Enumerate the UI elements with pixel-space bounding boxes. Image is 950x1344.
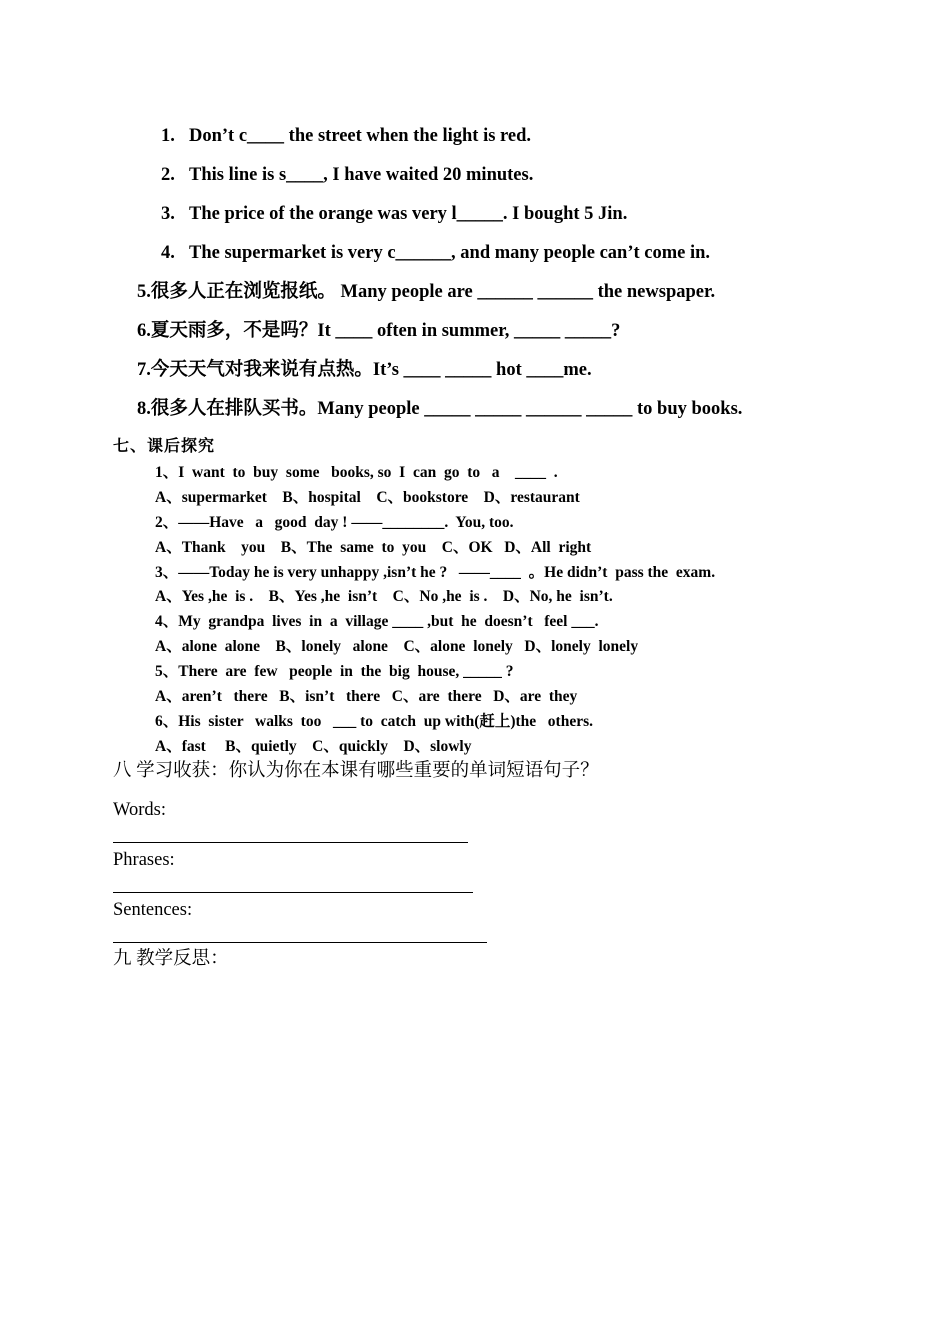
- mc-options-1: A、supermarket B、hospital C、bookstore D、restaurant: [155, 489, 580, 506]
- section8-title: 八 学习收获：你认为你在本课有哪些重要的单词短语句子？: [113, 761, 599, 781]
- section9-title: 九 教学反思：: [113, 949, 229, 969]
- phrases-label: Phrases:: [113, 850, 175, 870]
- words-label: Words:: [113, 800, 166, 820]
- section7-title: 七、课后探究: [113, 438, 216, 455]
- mc-question-6: 6、His sister walks too ___ to catch up with(赶上)the others.: [155, 713, 594, 730]
- fill-item-text: This line is s____, I have waited 20 minutes.: [189, 165, 534, 185]
- fill-item-text: The supermarket is very c______, and many people can’t come in.: [189, 243, 711, 263]
- sentences-label: Sentences:: [113, 900, 193, 920]
- words-answer-line: [113, 842, 468, 843]
- mc-options-2: A、Thank you B、The same to you C、OK D、All right: [155, 539, 592, 556]
- fill-item-3: [161, 205, 627, 224]
- fill-item-number: 2.: [161, 165, 175, 185]
- fill-item-text: Don’t c____ the street when the light is red.: [189, 126, 532, 146]
- fill-item-2: [161, 166, 533, 185]
- phrases-answer-line: [113, 892, 473, 893]
- translation-item-7: 7.今天天气对我来说有点热。It’s ____ _____ hot ____me.: [137, 360, 592, 380]
- mc-options-4: A、alone alone B、lonely alone C、alone lonely D、lonely lonely: [155, 638, 639, 655]
- fill-item-text: The price of the orange was very l_____. I bought 5 Jin.: [189, 204, 628, 224]
- translation-item-8: 8.很多人在排队买书。Many people _____ _____ ______ _____ to buy books.: [137, 399, 743, 419]
- mc-question-5: 5、There are few people in the big house, _____ ?: [155, 663, 514, 680]
- mc-question-2: 2、——Have a good day ! ——________. You, too.: [155, 514, 514, 531]
- fill-item-4: [161, 244, 710, 263]
- mc-options-3: A、Yes ,he is . B、Yes ,he isn’t C、No ,he is . D、No, he isn’t.: [155, 588, 613, 605]
- mc-options-5: A、aren’t there B、isn’t there C、are there D、are they: [155, 688, 578, 705]
- translation-item-6: 6.夏天雨多，不是吗？It ____ often in summer, _____ _____?: [137, 321, 621, 341]
- mc-question-1: 1、I want to buy some books, so I can go to a ____ .: [155, 464, 558, 481]
- fill-item-number: 4.: [161, 243, 175, 263]
- mc-question-3: 3、——Today he is very unhappy ,isn’t he ? ——____ 。He didn’t pass the exam.: [155, 564, 716, 581]
- fill-item-1: [161, 127, 531, 146]
- mc-options-6: A、fast B、quietly C、quickly D、slowly: [155, 738, 472, 755]
- mc-question-4: 4、My grandpa lives in a village ____ ,but he doesn’t feel ___.: [155, 613, 599, 630]
- fill-item-number: 3.: [161, 204, 175, 224]
- translation-item-5: 5.很多人正在浏览报纸。 Many people are ______ ______ the newspaper.: [137, 282, 716, 302]
- fill-item-number: 1.: [161, 126, 175, 146]
- sentences-answer-line: [113, 942, 487, 943]
